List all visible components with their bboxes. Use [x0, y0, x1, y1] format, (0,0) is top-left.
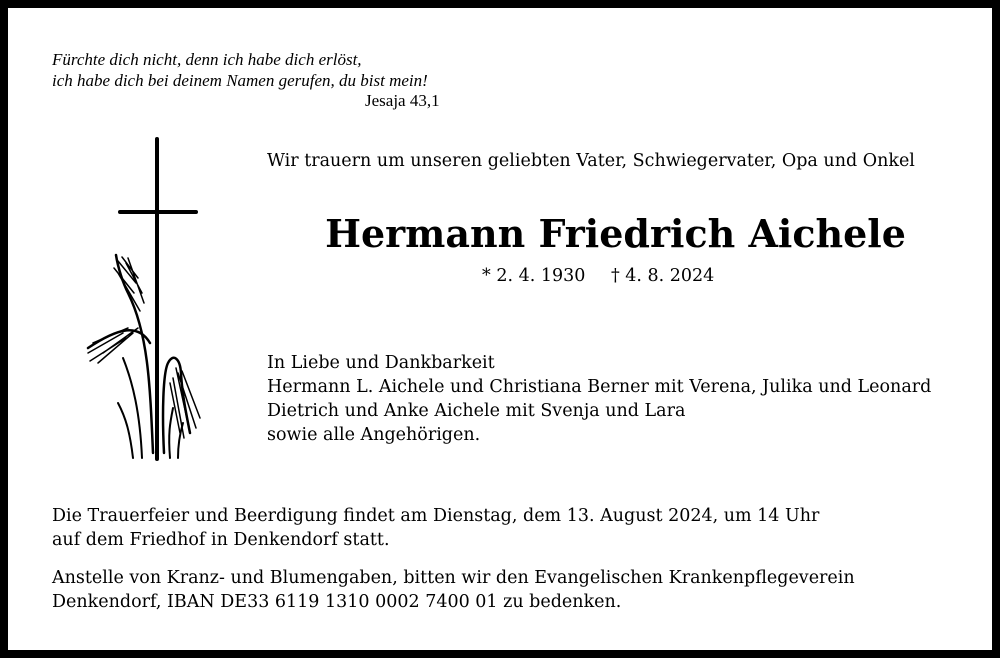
intro-text: Wir trauern um unseren geliebten Vater, Schwiegervater, Opa und Onkel [267, 151, 915, 171]
birth-date: * 2. 4. 1930 [482, 266, 586, 286]
donation-line: Anstelle von Kranz- und Blumengaben, bitten wir den Evangelischen Krankenpflegeverein [52, 568, 855, 588]
quote-line: ich habe dich bei deinem Namen gerufen, du bist mein! [52, 71, 428, 90]
mourners-line: sowie alle Angehörigen. [267, 425, 481, 445]
ceremony-info [52, 504, 819, 552]
death-date: † 4. 8. 2024 [610, 266, 715, 286]
cross-with-wheat-icon [78, 133, 208, 463]
donation-line: Denkendorf, IBAN DE33 6119 1310 0002 7400 01 zu bedenken. [52, 592, 622, 612]
bible-quote [52, 49, 428, 91]
deceased-name: Hermann Friedrich Aichele [325, 211, 906, 256]
ceremony-line: Die Trauerfeier und Beerdigung findet am Dienstag, dem 13. August 2024, um 14 Uhr [52, 506, 820, 526]
ceremony-line: auf dem Friedhof in Denkendorf statt. [52, 530, 390, 550]
mourners-line: Dietrich und Anke Aichele mit Svenja und Lara [267, 401, 686, 421]
quote-line: Fürchte dich nicht, denn ich habe dich erlöst, [52, 50, 362, 69]
quote-reference: Jesaja 43,1 [365, 91, 440, 110]
mourners-list [267, 351, 931, 447]
mourners-line: Hermann L. Aichele und Christiana Berner mit Verena, Julika und Leonard [267, 377, 932, 397]
mourners-line: In Liebe und Dankbarkeit [267, 353, 495, 373]
donation-info [52, 566, 855, 614]
life-dates [482, 266, 734, 286]
